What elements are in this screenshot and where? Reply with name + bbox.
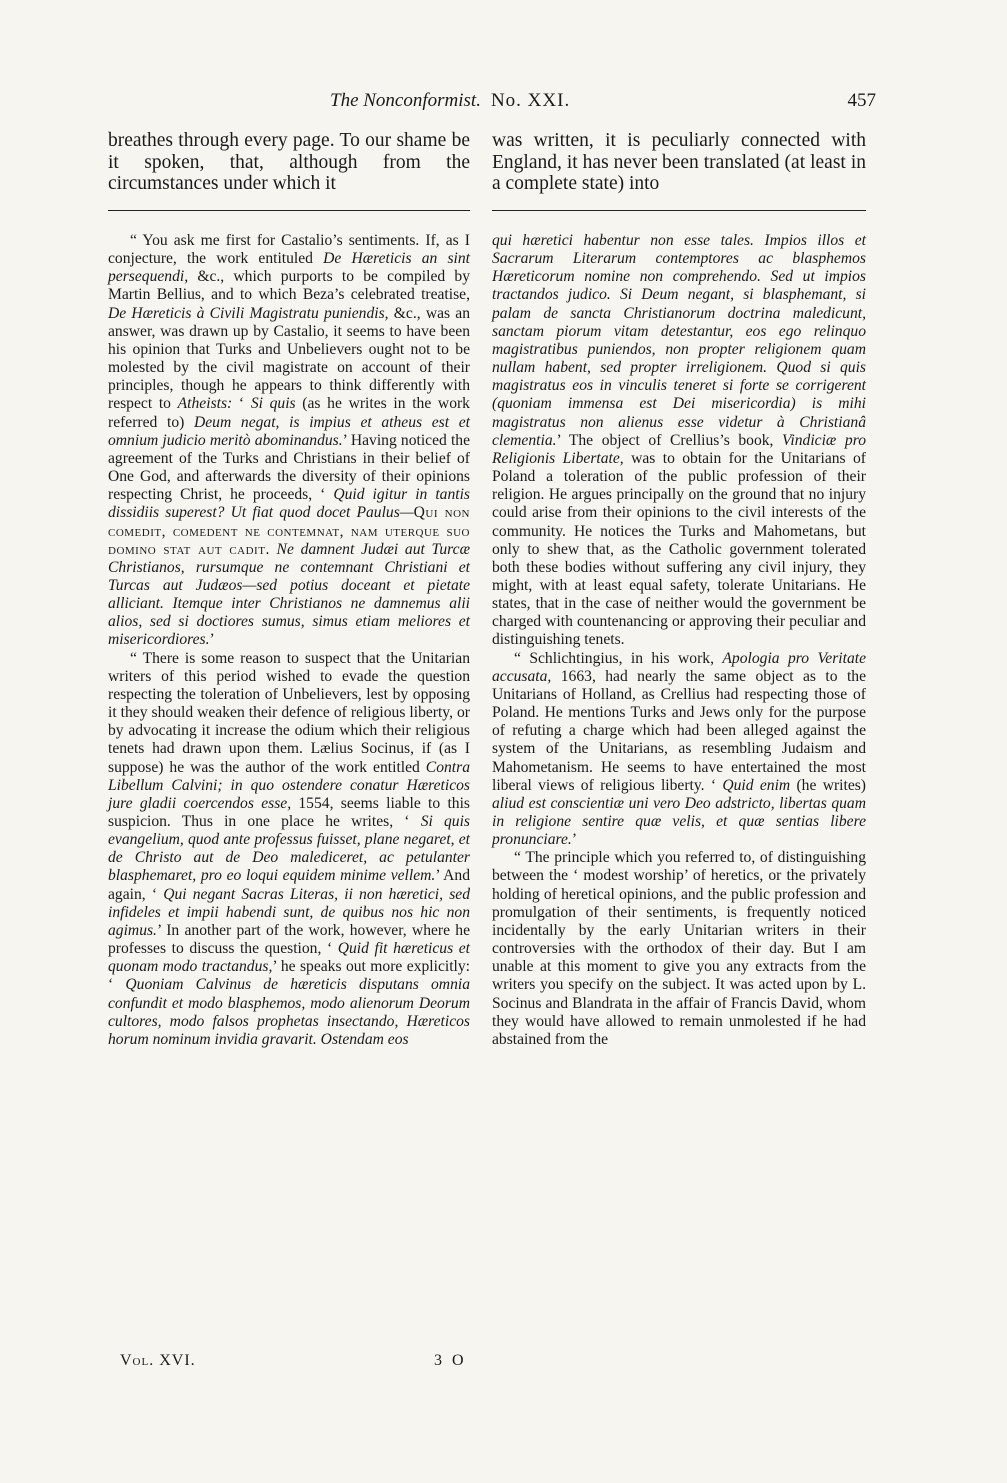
text-run: ’ he speaks out more explicitly: ‘ — [108, 958, 470, 994]
text-run: “ There is some reason to suspect that the Unitarian writers of this period wished to evade the question respecting the toleration of Unbelievers, lest by opposing it they should weaken their defence of religious liberty, or by advocating it increase the odium which their religious tenets had drawn upon them. Lælius Socinus, if (as I suppose) he was the author of the work entitled — [108, 649, 470, 776]
text-run: 1663, had nearly the same object as to the Unitarians of Holland, as Crellius had respecting those of Poland. He mentions Turks and Jews only for the purpose of refuting a charge which had been alleged against the system of the Unitarians, as resembling Judaism and Mahometanism. He seems to have entertained the most liberal views of religious liberty. ‘ — [492, 667, 866, 794]
page-footer — [112, 1352, 470, 1372]
signature-mark: 3 O — [434, 1352, 467, 1369]
footnote-paragraph: “ The principle which you referred to, of distinguishing between the ‘ modest worship’ of heretics, or the privately holding of heretical opinions, and the public profession and promulgation of their sentiments, is frequently noticed incidentally by the early Unitarian writers in their controversies with the orthodox of their day. But I am unable at this moment to give you any extracts from the writers you specify on the subject. It was acted upon by L. Socinus and Blandrata in the affair of Francis David, whom they would have allowed to remain unmolested if he had abstained from the — [492, 849, 866, 1048]
text-run: was to obtain for the Unitarians of Poland a toleration of the public profession of their religion. He argues principally on the ground that no injury could arise from their opinions to the civil interests of the community. He notices the Turks and Mahometans, but only to shew that, as the Catholic government tolerated both these bodies without suffering any civil injury, they might, with at least equal safety, tolerate Unitarians. He states, that in the case of neither would the government be charged with countenancing or approving their peculiar and distinguishing tenets. — [492, 449, 866, 649]
text-run: &c., was an answer, was drawn up by Castalio, it seems to have been his opinion that Turks and Unbelievers ought not to be molested by the civil magistrate on account of their principles, though he appears to think differently with respect to — [108, 304, 470, 413]
footnote-paragraph — [492, 650, 866, 850]
text-run: &c., which purports to be compiled by Martin Bellius, and to which Beza’s celebrated treatise, — [108, 268, 470, 304]
text-run: “ You ask me first for Castalio’s sentiments. If, as I conjecture, the work entituled — [108, 232, 470, 268]
book-title: Apologia pro Veritate accusata, — [492, 649, 866, 685]
text-run: ’ — [209, 631, 215, 649]
latin-quote: aliud est conscientiæ uni vero Deo adstricto, libertas quam in religione sentire quæ velis, et quæ sentias libere pronunciare. — [492, 794, 866, 849]
footnote-paragraph — [108, 650, 470, 1049]
footnote-divider-right — [492, 210, 866, 211]
volume-label: Vol. XVI. — [120, 1352, 196, 1369]
text-run: 1554, seems liable to this suspicion. Thus in one place he writes, ‘ — [108, 794, 471, 830]
text-run: ’ — [571, 831, 578, 849]
footnote-column-right — [492, 232, 866, 1049]
text-run: ‘ — [232, 395, 251, 413]
text-run: ’ And again, ‘ — [108, 867, 470, 903]
emphasis: Atheists: — [177, 395, 233, 413]
running-title — [330, 90, 570, 112]
latin-quote: Qui negant Sacras Literas, ii non hæretici, sed infideles et impii habendi sunt, de quibus nos hic non agimus. — [108, 885, 470, 939]
footnote-paragraph — [492, 232, 866, 650]
latin-quote: Si quis evangelium, quod ante professus fuisset, plane negaret, et de Christo aut de Deo malediceret, ac petulanter blasphemaret, pro eo loqui equidem minime vellem. — [108, 813, 470, 885]
latin-quote: Deum negat, is impius et atheus est et omnium judicio meritò abominandus. — [108, 413, 471, 449]
footnote-divider-left — [108, 210, 470, 211]
latin-quote: qui hæretici habentur non esse tales. Impios illos et Sacrarum Literarum contemptores ac blasphemos Hæreticorum nomine non comprehendo. Sed ut impios tractandos judico. Si Deum negant, si blasphemant, si palam de sancta Christianorum doctrina maledicunt, sanctam piorum vitam detestantur, eos ego relinquo magistratibus puniendos, non propter religionem quam nullam habent, sed propter irreligionem. Quod si quis magistratus eos in vinculis teneret si forte se corrigerent (quoniam immensa est Dei misericordia) is mihi magistratus non alienus esse videtur à Christianâ clementia. — [492, 232, 866, 449]
issue-number: No. XXI. — [490, 90, 571, 111]
footnote-paragraph — [108, 232, 470, 650]
text-run: “ Schlichtingius, in his work, — [514, 649, 723, 667]
text-run: ’ In another part of the work, however, where he professes to discuss the question, ‘ — [108, 921, 470, 958]
text-run: ’ The object of Crellius’s book, — [556, 431, 783, 449]
running-header — [110, 90, 876, 114]
page-number: 457 — [847, 90, 876, 111]
text-run: (he writes) — [790, 776, 867, 794]
main-text-left: breathes through every page. To our shame be it spoken, that, although from the circumstances under which it — [108, 130, 470, 194]
latin-quote: Si quis — [250, 395, 296, 413]
latin-quote: Quid igitur in tantis dissidiis superest? Ut fiat quod docet Paulus— — [108, 486, 470, 522]
small-caps-quote: Qui non comedit, comedent ne contemnat, nam uterque suo domino stat aut cadit. — [108, 504, 470, 558]
book-title: De Hæreticis an sint persequendi, — [108, 250, 470, 286]
book-title: De Hæreticis à Civili Magistratu puniendis, — [108, 304, 389, 322]
text-run: ’ Having noticed the agreement of the Turks and Christians in their belief of One God, and afterwards the diversity of their opinions respecting Christ, he proceeds, ‘ — [108, 431, 470, 504]
book-title: Vindiciæ pro Religionis Libertate, — [492, 431, 867, 467]
book-title: Contra Libellum Calvini; in quo ostendere conatur Hæreticos jure gladii coercendos esse, — [108, 758, 470, 812]
main-text-right: was written, it is peculiarly connected with England, it has never been translated (at least in a complete state) into — [492, 130, 866, 194]
latin-quote: Quid enim — [722, 776, 791, 794]
text-run: (as he writes in the work referred to) — [108, 395, 470, 431]
footnote-column-left — [108, 232, 470, 1049]
latin-quote: Quoniam Calvinus de hæreticis disputans omnia confundit et modo blasphemos, modo alienorum Deorum cultores, modo falsos prophetas insectando, Hæreticos horum nominum invidia gravarit. Ostendam eos — [108, 976, 470, 1048]
latin-quote: Quid fit hæreticus et quonam modo tractandus, — [108, 940, 470, 976]
latin-quote: Ne damnent Judæi aut Turcæ Christianos, rursumque ne contemnant Christiani et Turcas aut Judæos—sed potius doceant et pietate alliciant. Itemque inter Christianos ne damnemus alii alios, sed si doctiores sumus, simus etiam meliores et misericordiores. — [108, 540, 470, 649]
journal-title: The Nonconformist. — [330, 90, 481, 111]
